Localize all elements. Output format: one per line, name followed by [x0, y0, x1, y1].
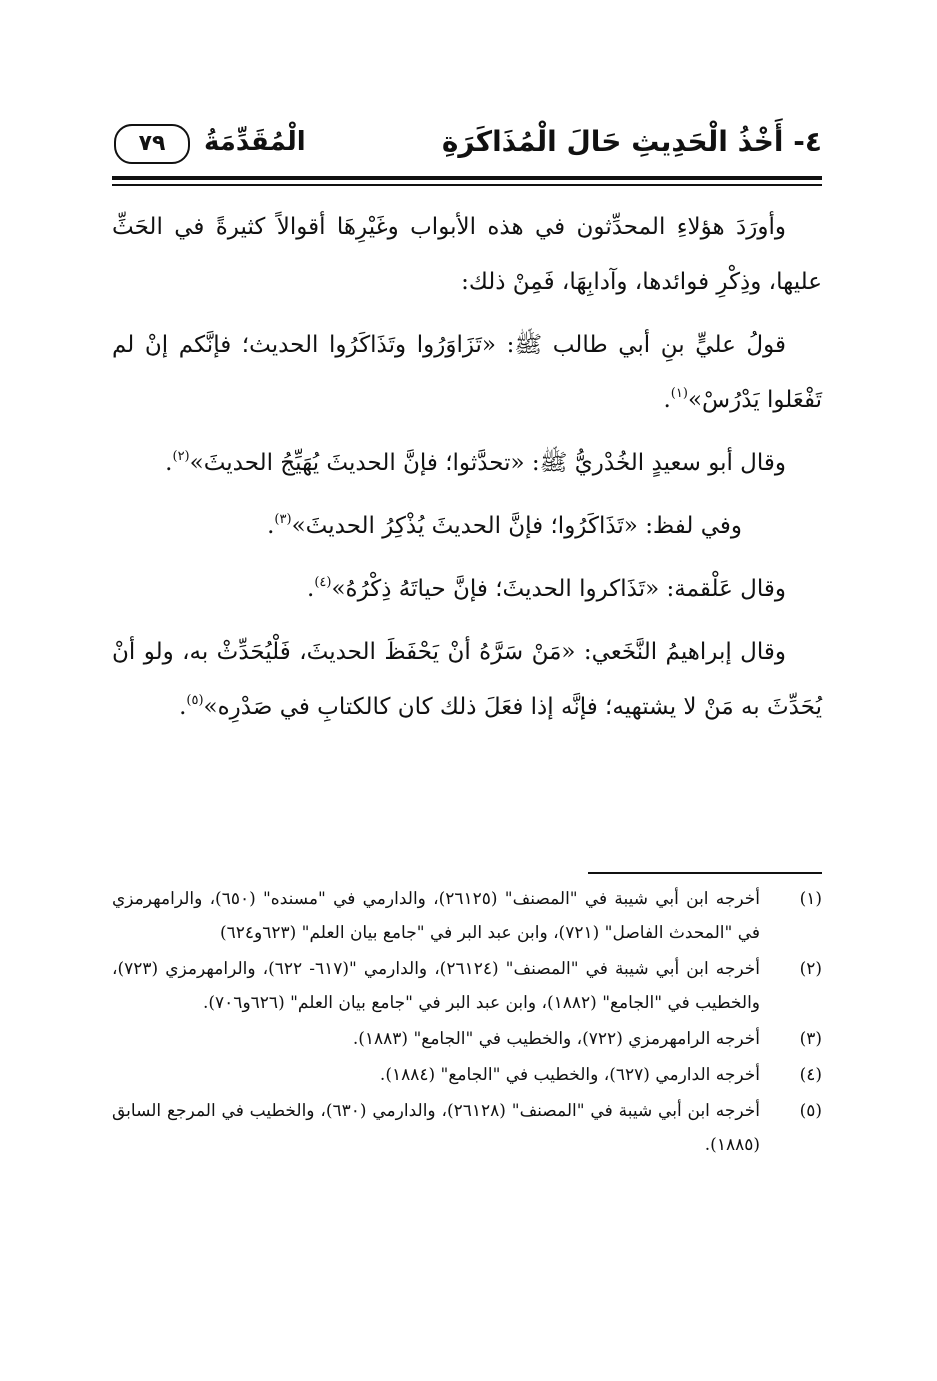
page-number: ٧٩ — [114, 124, 190, 164]
chapter-title: ٤- أَخْذُ الْحَدِيثِ حَالَ الْمُذَاكَرَةِ — [441, 125, 822, 158]
end-mark: . — [663, 387, 671, 413]
end-mark: . — [165, 450, 173, 476]
footnote-number: (٥) — [799, 1101, 822, 1121]
paragraph — [112, 625, 822, 735]
footnotes — [112, 882, 822, 1164]
footnote-number: (٣) — [799, 1029, 822, 1049]
footnote-text: أخرجه الدارمي (٦٢٧)، والخطيب في "الجامع" (١٨٨٤). — [379, 1065, 760, 1085]
footnote — [112, 1094, 822, 1162]
footnote-number: (٤) — [799, 1065, 822, 1085]
paragraph-text: وأورَدَ هؤلاءِ المحدِّثون في هذه الأبواب وغَيْرِهَا أقوالاً كثيرةً في الحَثِّ عليها، وذِكْرِ فوائدها، وآدابِهَا، فَمِنْ ذلك: — [112, 214, 822, 295]
page-header — [112, 118, 822, 174]
section-title: الْمُقَدِّمَةُ — [204, 127, 306, 157]
footnote-separator — [588, 872, 822, 874]
end-mark: . — [267, 513, 275, 539]
footnote — [112, 882, 822, 950]
header-rule-thin — [112, 184, 822, 186]
paragraph — [112, 436, 822, 491]
end-mark: . — [179, 694, 187, 720]
footnote-ref[interactable]: (٥) — [186, 693, 204, 708]
paragraph-text: قولُ عليٍّ بنِ أبي طالب ﷺ: «تَزَاوَرُوا وتَذَاكَرُوا الحديث؛ فإنَّكم إنْ لم تَفْعَلوا يَدْرُسْ» — [112, 332, 822, 413]
footnote-ref[interactable]: (١) — [670, 386, 688, 401]
paragraph-text: وقال عَلْقمة: «تَذَاكروا الحديثَ؛ فإنَّ حياتَهُ ذِكْرُهُ» — [331, 576, 786, 602]
footnote-ref[interactable]: (٣) — [274, 512, 292, 527]
footnote-text: أخرجه ابن أبي شيبة في "المصنف" (٢٦١٢٥)، والدارمي في "مسنده" (٦٥٠)، والرامهرمزي في "المحدث الفاصل" (٧٢١)، وابن عبد البر في "جامع بيان العلم" (٦٢٣و٦٢٤) — [112, 889, 760, 943]
paragraph — [112, 318, 822, 428]
paragraph — [112, 200, 822, 310]
end-mark: . — [307, 576, 315, 602]
footnote-number: (٢) — [799, 959, 822, 979]
header-rule-thick — [112, 176, 822, 180]
footnote-number: (١) — [799, 889, 822, 909]
paragraph — [112, 562, 822, 617]
paragraph-text: وقال إبراهيمُ النَّخَعي: «مَنْ سَرَّهُ أنْ يَحْفَظَ الحديثَ، فَلْيُحَدِّثْ به، ولو أنْ يُحَدِّثَ به مَنْ لا يشتهيه؛ فإنَّه إذا فعَلَ ذلك كان كالكتابِ في صَدْرِه» — [112, 639, 822, 720]
footnote-ref[interactable]: (٢) — [172, 449, 190, 464]
footnote-ref[interactable]: (٤) — [314, 575, 332, 590]
footnote — [112, 1022, 822, 1056]
footnote — [112, 952, 822, 1020]
footnote-text: أخرجه ابن أبي شيبة في "المصنف" (٢٦١٢٤)، والدارمي "(٦١٧- ٦٢٢)، والرامهرمزي (٧٢٣)، والخطيب في "الجامع" (١٨٨٢)، وابن عبد البر في "جامع بيان العلم" (٦٢٦و٧٠٦). — [112, 959, 761, 1013]
footnote — [112, 1058, 822, 1092]
main-text — [112, 200, 822, 743]
paragraph — [112, 499, 822, 554]
paragraph-text: وفي لفظ: «تَذَاكَرُوا؛ فإنَّ الحديثَ يُذْكِرُ الحديثَ» — [291, 513, 742, 539]
footnote-text: أخرجه الرامهرمزي (٧٢٢)، والخطيب في "الجامع" (١٨٨٣). — [352, 1029, 760, 1049]
paragraph-text: وقال أبو سعيدٍ الخُدْريُّ ﷺ: «تحدَّثوا؛ فإنَّ الحديثَ يُهَيِّجُ الحديثَ» — [189, 450, 786, 476]
footnote-text: أخرجه ابن أبي شيبة في "المصنف" (٢٦١٢٨)، والدارمي (٦٣٠)، والخطيب في المرجع السابق (١٨٨٥). — [112, 1101, 760, 1155]
